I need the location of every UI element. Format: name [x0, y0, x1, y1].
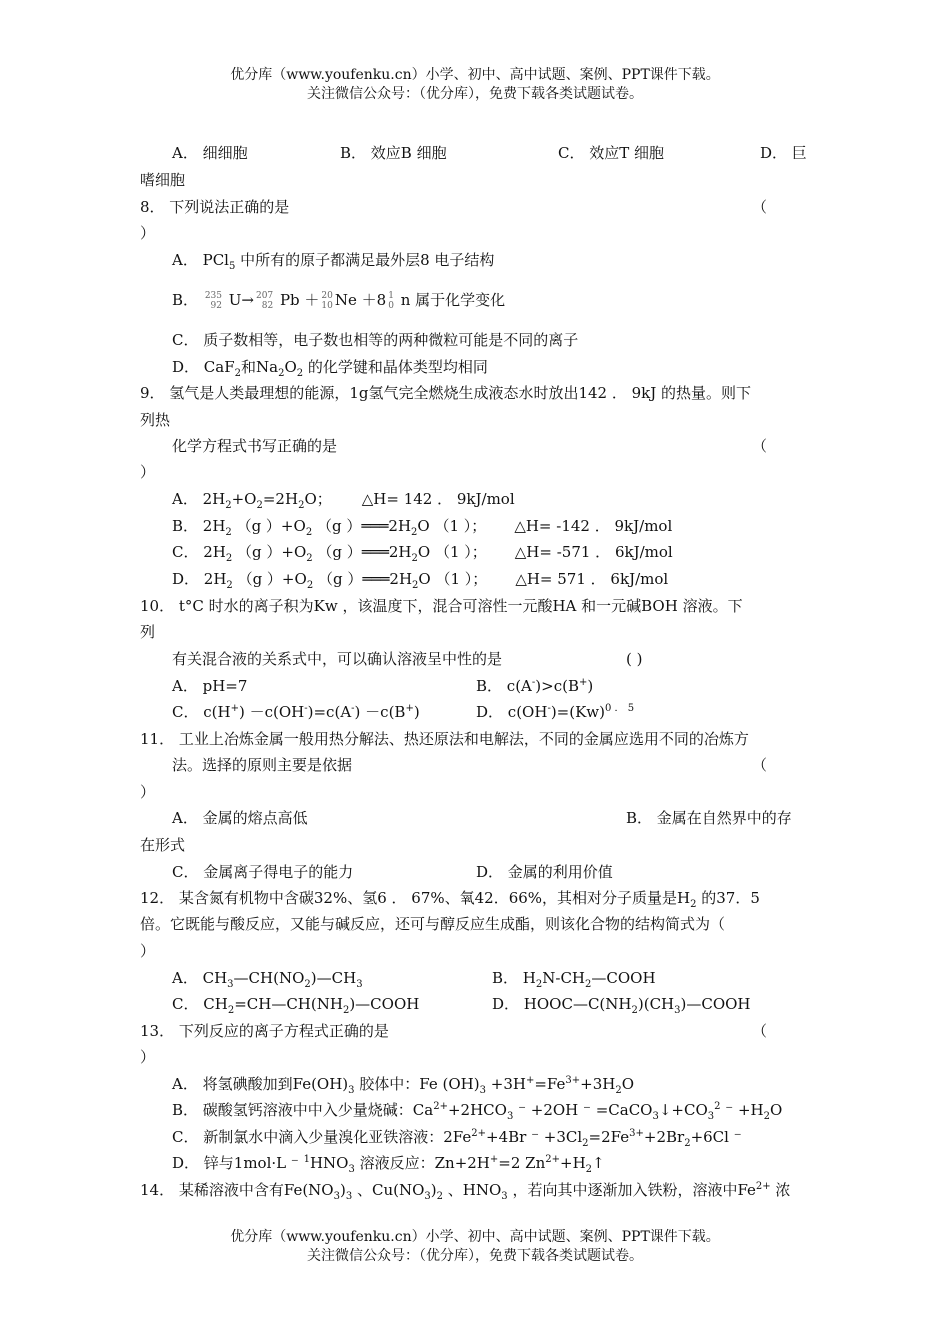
q8-stem: 8． 下列说法正确的是	[140, 198, 290, 216]
q9-option-c: C． $2H_2$ （g ）$+O_2$ （g ）$═══2H_2O$ （1 ）； △H= -571 ． 6kJ/mol	[172, 543, 673, 564]
q10-stem: 10． t°C 时水的离子积为Kw ，该温度下，混合可溶性一元酸HA 和一元碱BOH 溶液。下	[140, 597, 743, 615]
q7-option-d: D． 巨	[760, 144, 807, 162]
q13-option-d: D． 锌与1mol·L ⁻ $^1HNO_3$ 溶液反应：Zn+2H+=2 $Zn^{2+}+H_2↑$	[172, 1154, 605, 1175]
pb-isotope-numbers: 207 82	[255, 291, 274, 311]
q13-paren-close: ）	[140, 1048, 156, 1066]
q7-option-c: C． 效应T 细胞	[558, 144, 665, 162]
q7-option-b: B． 效应B 细胞	[340, 144, 447, 162]
page-footer-line2: 关注微信公众号：（优分库），免费下载各类试题试卷。	[307, 1248, 643, 1264]
q10-option-b: B． c(A-)>c(B+)	[476, 677, 594, 695]
q13-paren-open: （	[752, 1022, 768, 1040]
q9-stem-cont: 列热	[140, 411, 171, 429]
page-header-line2: 关注微信公众号：（优分库），免费下载各类试题试卷。	[307, 86, 643, 102]
q13-option-c: C． 新制氯水中滴入少量溴化亚铁溶液：$2Fe^{2+}+4Br$ ⁻ $+3Cl_2=2Fe^{3+}+2Br_2+6Cl$ ⁻	[172, 1128, 742, 1149]
q9-option-a: A． $2H_2+O_2=2H_2O$； △H= 142 ． 9kJ/mol	[172, 490, 515, 511]
q9-option-b: B． $2H_2$ （g ）$+O_2$ （g ）$═══2H_2O$ （1 ）； △H= -142 ． 9kJ/mol	[172, 517, 673, 538]
q7-option-a: A． 细细胞	[172, 144, 248, 162]
q14-stem: 14． 某稀溶液中含有$Fe(NO_3)_3$ 、$Cu(NO_3)_2$ 、$HNO_3$ ，若向其中逐渐加入铁粉，溶液中$Fe^{2+}$ 浓	[140, 1181, 791, 1202]
q9-paren-open: （	[752, 437, 768, 455]
q11-stem2: 法。选择的原则主要是依据	[172, 756, 353, 774]
ne-isotope-numbers: 20 10	[321, 291, 333, 311]
q10-stem2: 有关混合液的关系式中，可以确认溶液呈中性的是	[172, 650, 503, 668]
q10-paren: ( )	[626, 650, 643, 668]
q11-option-c: C． 金属离子得电子的能力	[172, 863, 354, 881]
neutron-numbers: 1 0	[388, 291, 394, 311]
q13-option-a: A． 将氢碘酸加到$Fe(OH)_3$ 胶体中：Fe $(OH)_3 +3H^+=Fe^{3+}+3H_2O$	[172, 1075, 635, 1096]
q10-option-d: D． $c(OH^-)=(Kw)^{0 . 5}$	[476, 703, 635, 721]
q11-option-a: A． 金属的熔点高低	[172, 809, 308, 827]
q8-option-d: D． CaF$_2$和$Na_2O_2$ 的化学键和晶体类型均相同	[172, 358, 488, 379]
q9-stem: 9． 氢气是人类最理想的能源，1g氢气完全燃烧生成液态水时放出142 ． 9kJ 的热量。则下	[140, 384, 752, 402]
q8-paren-open: （	[752, 198, 768, 216]
q8-option-b: B． 235 92 U→ 207 82 Pb ＋ 20 10 Ne ＋8 1 0 n 属于化学变化	[172, 291, 506, 311]
page-header-line1: 优分库（www.youfenku.cn）小学、初中、高中试题、案例、PPT课件下载。	[230, 67, 720, 83]
q11-option-b-cont: 在形式	[140, 836, 186, 854]
q7-option-d-cont: 嗜细胞	[140, 171, 186, 189]
q13-option-b: B． 碳酸氢钙溶液中中入少量烧碱：$Ca^{2+}+2HCO_3$ ⁻ +2OH ⁻ $=CaCO_3↓+CO_3^2$ ⁻ $+H_2O$	[172, 1101, 783, 1122]
q12-option-d: D． $HOOC—C(NH_2)(CH_3)—COOH$	[492, 995, 751, 1016]
q12-option-a: A． $CH_3—CH(NO_2)—CH_3$	[172, 969, 363, 990]
q8-option-a: A． PCl$_5$ 中所有的原子都满足最外层8 电子结构	[172, 251, 495, 272]
q12-paren-close: ）	[140, 942, 156, 960]
q13-stem: 13． 下列反应的离子方程式正确的是	[140, 1022, 389, 1040]
q12-stem: 12． 某含氮有机物中含碳32%、氢6 ． 67%、氧42．66%，其相对分子质量是$H_2$ 的37．5	[140, 889, 760, 910]
q9-stem2: 化学方程式书写正确的是	[172, 437, 338, 455]
q10-option-a: A． pH=7	[172, 677, 248, 695]
q10-stem-cont: 列	[140, 623, 156, 641]
q11-paren-close: ）	[140, 783, 156, 801]
q8-option-c: C． 质子数相等，电子数也相等的两种微粒可能是不同的离子	[172, 331, 579, 349]
u-isotope-numbers: 235 92	[204, 291, 222, 311]
q8-paren-close: ）	[140, 224, 156, 242]
q11-paren-open: （	[752, 756, 768, 774]
q9-paren-close: ）	[140, 463, 156, 481]
q10-option-c: C． c(H+) －c(OH-)=c(A-) －c(B+)	[172, 703, 420, 721]
q9-option-d: D． $2H_2$ （g ）$+O_2$ （g ）$═══2H_2O$ （1 ）； △H= 571 ． 6kJ/mol	[172, 570, 669, 591]
q12-stem2: 倍。它既能与酸反应，又能与碱反应，还可与醇反应生成酯，则该化合物的结构简式为（	[140, 915, 726, 933]
q12-option-c: C． $CH_2=CH—CH(NH_2)—COOH$	[172, 995, 420, 1016]
page-footer-line1: 优分库（www.youfenku.cn）小学、初中、高中试题、案例、PPT课件下载。	[230, 1229, 720, 1245]
q11-option-b: B． 金属在自然界中的存	[626, 809, 792, 827]
q12-option-b: B． $H_2N-CH_2—COOH$	[492, 969, 656, 990]
q11-stem: 11． 工业上冶炼金属一般用热分解法、热还原法和电解法，不同的金属应选用不同的冶炼方	[140, 730, 749, 748]
q11-option-d: D． 金属的利用价值	[476, 863, 613, 881]
